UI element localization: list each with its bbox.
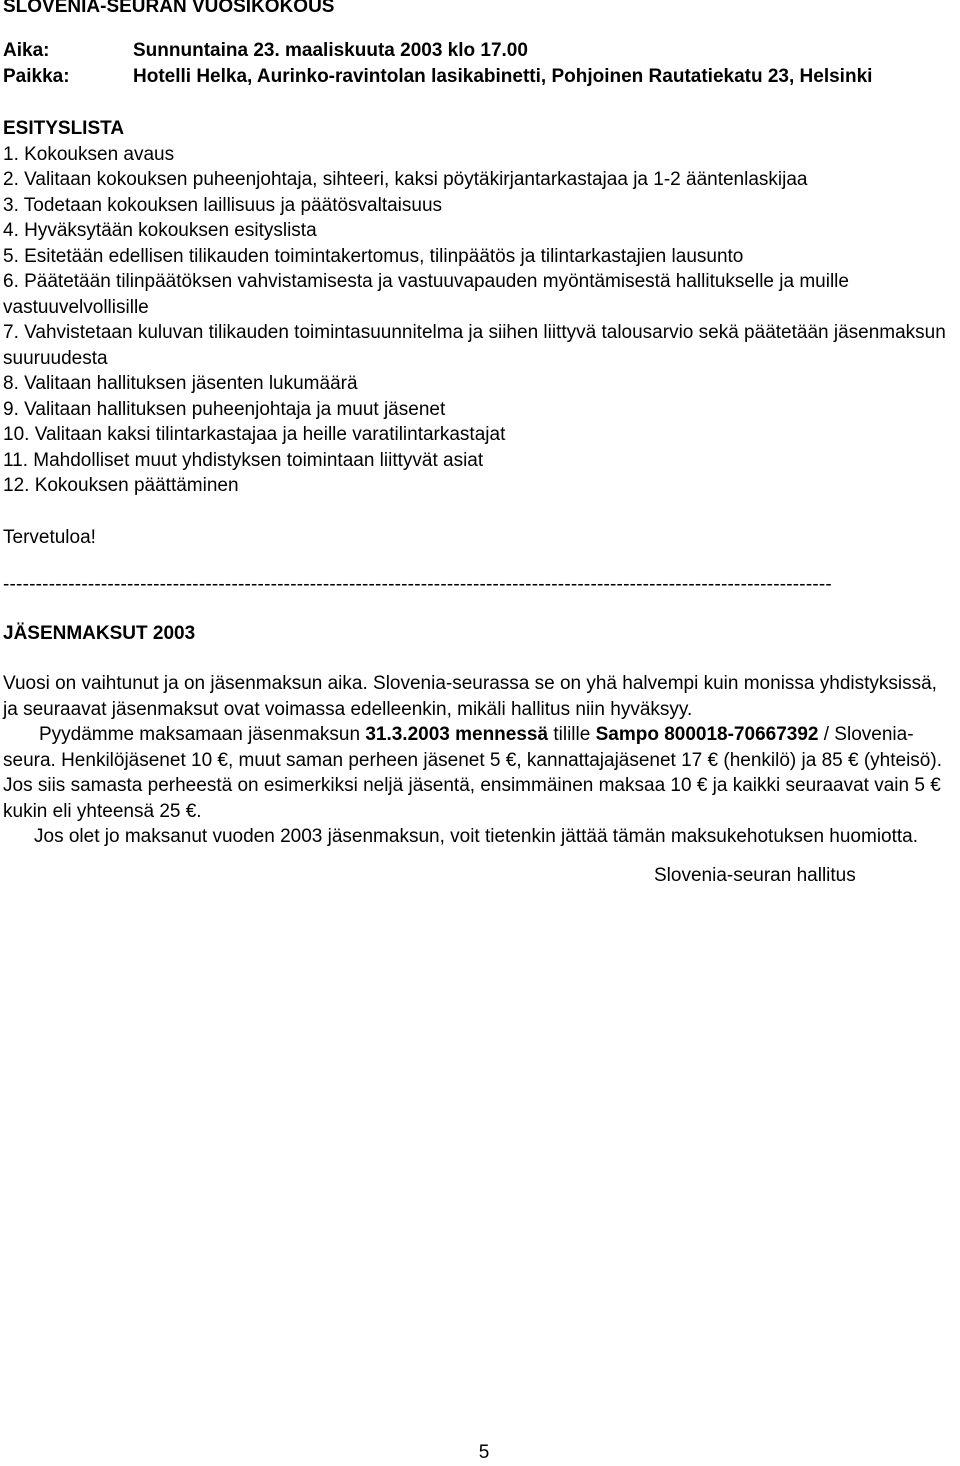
meeting-place-label: Paikka: — [3, 65, 70, 87]
agenda-item: 8. Valitaan hallituksen jäsenten lukumäärä — [3, 373, 358, 394]
meeting-time-value: Sunnuntaina 23. maaliskuuta 2003 klo 17.00 — [133, 40, 528, 61]
fees-body — [3, 671, 953, 850]
meeting-time-label: Aika: — [3, 40, 50, 61]
agenda-item: 4. Hyväksytään kokouksen esityslista — [3, 220, 317, 241]
agenda-item: 9. Valitaan hallituksen puheenjohtaja ja muut jäsenet — [3, 398, 446, 420]
meeting-place-row — [3, 64, 953, 90]
document-title: SLOVENIA-SEURAN VUOSIKOKOUS — [3, 0, 335, 17]
agenda-item: 10. Valitaan kaksi tilintarkastajaa ja heille varatilintarkastajat — [3, 424, 506, 445]
already-paid-text: Jos olet jo maksanut vuoden 2003 jäsenmaksun, voit tietenkin jättää tämän maksukehotuksen huomiotta. — [34, 826, 919, 847]
fees-paragraph-payment — [3, 722, 953, 824]
meeting-details — [3, 38, 953, 89]
fees-paragraph-already-paid — [3, 824, 953, 850]
agenda-item: 1. Kokouksen avaus — [3, 143, 175, 165]
payment-due-date: 31.3.2003 mennessä — [365, 724, 549, 745]
signature: Slovenia-seuran hallitus — [654, 864, 856, 886]
payment-text-account-intro: tilille — [548, 724, 596, 745]
meeting-place-value: Hotelli Helka, Aurinko-ravintolan lasikabinetti, Pohjoinen Rautatiekatu 23, Helsinki — [133, 65, 873, 87]
agenda-item: 12. Kokouksen päättäminen — [3, 475, 239, 496]
welcome-text: Tervetuloa! — [3, 526, 96, 548]
agenda-item: 2. Valitaan kokouksen puheenjohtaja, sihteeri, kaksi pöytäkirjantarkastajaa ja 1-2 ääntenlaskijaa — [3, 169, 808, 190]
agenda-item: 3. Todetaan kokouksen laillisuus ja päätösvaltaisuus — [3, 194, 443, 216]
document-page — [3, 0, 953, 888]
meeting-time-row — [3, 38, 953, 64]
payment-account-number: Sampo 800018-70667392 — [595, 724, 819, 745]
agenda-heading: ESITYSLISTA — [3, 118, 125, 139]
agenda-list — [3, 142, 953, 499]
fees-heading: JÄSENMAKSUT 2003 — [3, 622, 196, 644]
page-number: 5 — [478, 1442, 490, 1463]
agenda-item: 5. Esitetään edellisen tilikauden toimintakertomus, tilinpäätös ja tilintarkastajien lausunto — [3, 245, 744, 267]
agenda-item: 6. Päätetään tilinpäätöksen vahvistamisesta ja vastuuvapauden myöntämisestä hallitukselle ja muille vastuuvelvollisille — [3, 271, 849, 318]
fees-paragraph-intro: Vuosi on vaihtunut ja on jäsenmaksun aika. Slovenia-seurassa se on yhä halvempi kuin monissa yhdistyksissä, ja seuraavat jäsenmaksut ovat voimassa edelleenkin, mikäli hallitus niin hyväksyy. — [3, 673, 937, 720]
section-divider: ------------------------------------------------------------------------------------------------------------------------------- — [3, 574, 832, 595]
agenda-item: 7. Vahvistetaan kuluvan tilikauden toimintasuunnitelma ja siihen liittyvä talousarvio sekä päätetään jäsenmaksun suuruudesta — [3, 322, 946, 369]
payment-text-details: / Slovenia-seura. Henkilöjäsenet 10 €, muut saman perheen jäsenet 5 €, kannattajajäsenet 17 € (henkilö) ja 85 € (yhteisö). Jos siis samasta perheestä on esimerkiksi neljä jäsentä, ensimmäinen maksaa 10 € ja kaikki seuraavat vain 5 € kukin eli yhteensä 25 €. — [3, 724, 942, 822]
payment-text-start: Pyydämme maksamaan jäsenmaksun — [39, 724, 366, 745]
agenda-item: 11. Mahdolliset muut yhdistyksen toimintaan liittyvät asiat — [3, 449, 484, 471]
